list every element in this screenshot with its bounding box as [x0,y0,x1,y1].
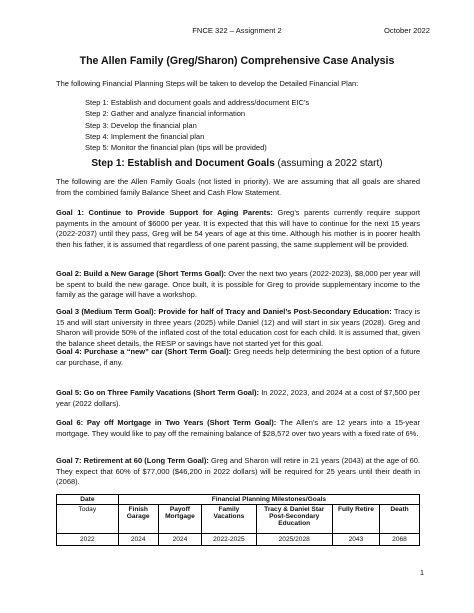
goal-lead: Goal 2: Build a New Garage (Short Terms Goal): [56,269,227,278]
goal-paragraph [56,269,420,301]
milestones-table [56,494,420,546]
section-heading-note: (assuming a 2022 start) [274,158,383,169]
column-header: Tracy & Daniel Star Post-Secondary Education [256,505,332,534]
intro-paragraph: The following Financial Planning Steps will be taken to develop the Detailed Financial Plan: [56,79,359,88]
goal-lead: Goal 4: Purchase a “new” car (Short Term Goal): [56,347,232,356]
document-title: The Allen Family (Greg/Sharon) Comprehensive Case Analysis [79,55,395,67]
table-row [57,534,420,546]
goal-lead: Goal 5: Go on Three Family Vacations (Short Term Goal): [56,388,260,397]
goal-text: In 2022, 2023, and 2024 at a cost of $7,500 per year (2022 dollars). [56,388,420,408]
page-number: 1 [419,568,424,577]
section-heading-bold: Step 1: Establish and Document Goals [91,158,275,169]
column-header: Fully Retire [332,505,379,534]
table-row [57,505,420,534]
column-header: Today [57,505,119,534]
column-header: Death [380,505,420,534]
goal-lead: Goal 1: Continue to Provide Support for Aging Parents: [56,208,273,217]
table-row [57,495,420,505]
table-cell: 2022-2025 [202,534,256,546]
milestones-header: Financial Planning Milestones/Goals [118,495,419,505]
step-item: Step 1: Establish and document goals and address/document EIC’s [85,98,310,107]
column-header: Family Vacations [202,505,256,534]
goal-paragraph [56,388,420,409]
goal-lead: Goal 3 (Medium Term Goal): Provide for half of Tracy and Daniel’s Post-Secondary Education: [56,307,392,316]
header-date: October 2022 [383,26,430,35]
table-cell: 2022 [57,534,119,546]
table-cell: 2024 [158,534,202,546]
step-item: Step 2: Gather and analyze financial information [85,109,246,119]
goal-paragraph [56,208,420,250]
step-item: Step 5: Monitor the financial plan (tips will be provided) [85,143,267,153]
column-header: Finish Garage [118,505,158,534]
goal-text: Greg’s parents currently require support payments in the amount of $6000 per year. It is expected that this will have to continue for the next 15 years (2022-2037) until they pass, Greg will be 54 years of age at this time. Although his mother is in poorer health then his father, it is assumed that regardless of one parent passing, the same supplement will be provided. [56,208,420,249]
goal-paragraph [56,307,420,349]
table-cell: 2068 [380,534,420,546]
table-cell: 2025/2028 [256,534,332,546]
section-intro: The following are the Allen Family Goals (not listed in priority). We are assuming that all goals are shared from the combined family Balance Sheet and Cash Flow Statement. [56,177,420,197]
goal-paragraph [56,347,420,368]
step-item: Step 4: Implement the financial plan [85,131,205,141]
table-cell: 2043 [332,534,379,546]
steps-list [85,97,309,153]
goal-text: Greg needs help determining the best option of a future car purchase, if any. [56,347,420,367]
goal-text: The Allen’s are 12 years into a 15-year mortgage. They would like to pay off the remaining balance of $28,572 over two years with a fixed rate of 6%. [56,418,420,438]
goal-text: Greg and Sharon will retire in 21 years (2043) at the age of 60. They expect that 60% of $77,000 ($46,200 in 2022 dollars) will be required for 25 years until their death in (2068). [56,456,421,487]
goal-paragraph [56,418,420,439]
goal-text: Tracy is 15 and will start university in three years (2025) while Daniel (12) and will start in six years (2028). Greg and Sharon will provide 50% of the inflated cost of the total education cost for each child. It is assumed that, given the balance sheet details, the RESP or savings have not started yet for this goal. [56,307,420,348]
column-header: Payoff Mortgage [158,505,202,534]
goal-lead: Goal 7: Retirement at 60 (Long Term Goal): [56,456,209,465]
table-cell: 2024 [118,534,158,546]
header-course: FNCE 322 – Assignment 2 [192,26,282,35]
goal-lead: Goal 6: Pay off Mortgage in Two Years (Short Term Goal): [56,418,277,427]
step-item: Step 3: Develop the financial plan [85,120,197,130]
goal-paragraph [56,456,420,488]
date-header: Date [57,495,119,505]
section-heading [0,158,474,169]
goal-text: Over the next two years (2022-2023), $8,000 per year will be spent to build the new garage. Once built, it is possible for Greg to provide supplementary income to the family as the garage will have a workshop. [56,269,420,300]
